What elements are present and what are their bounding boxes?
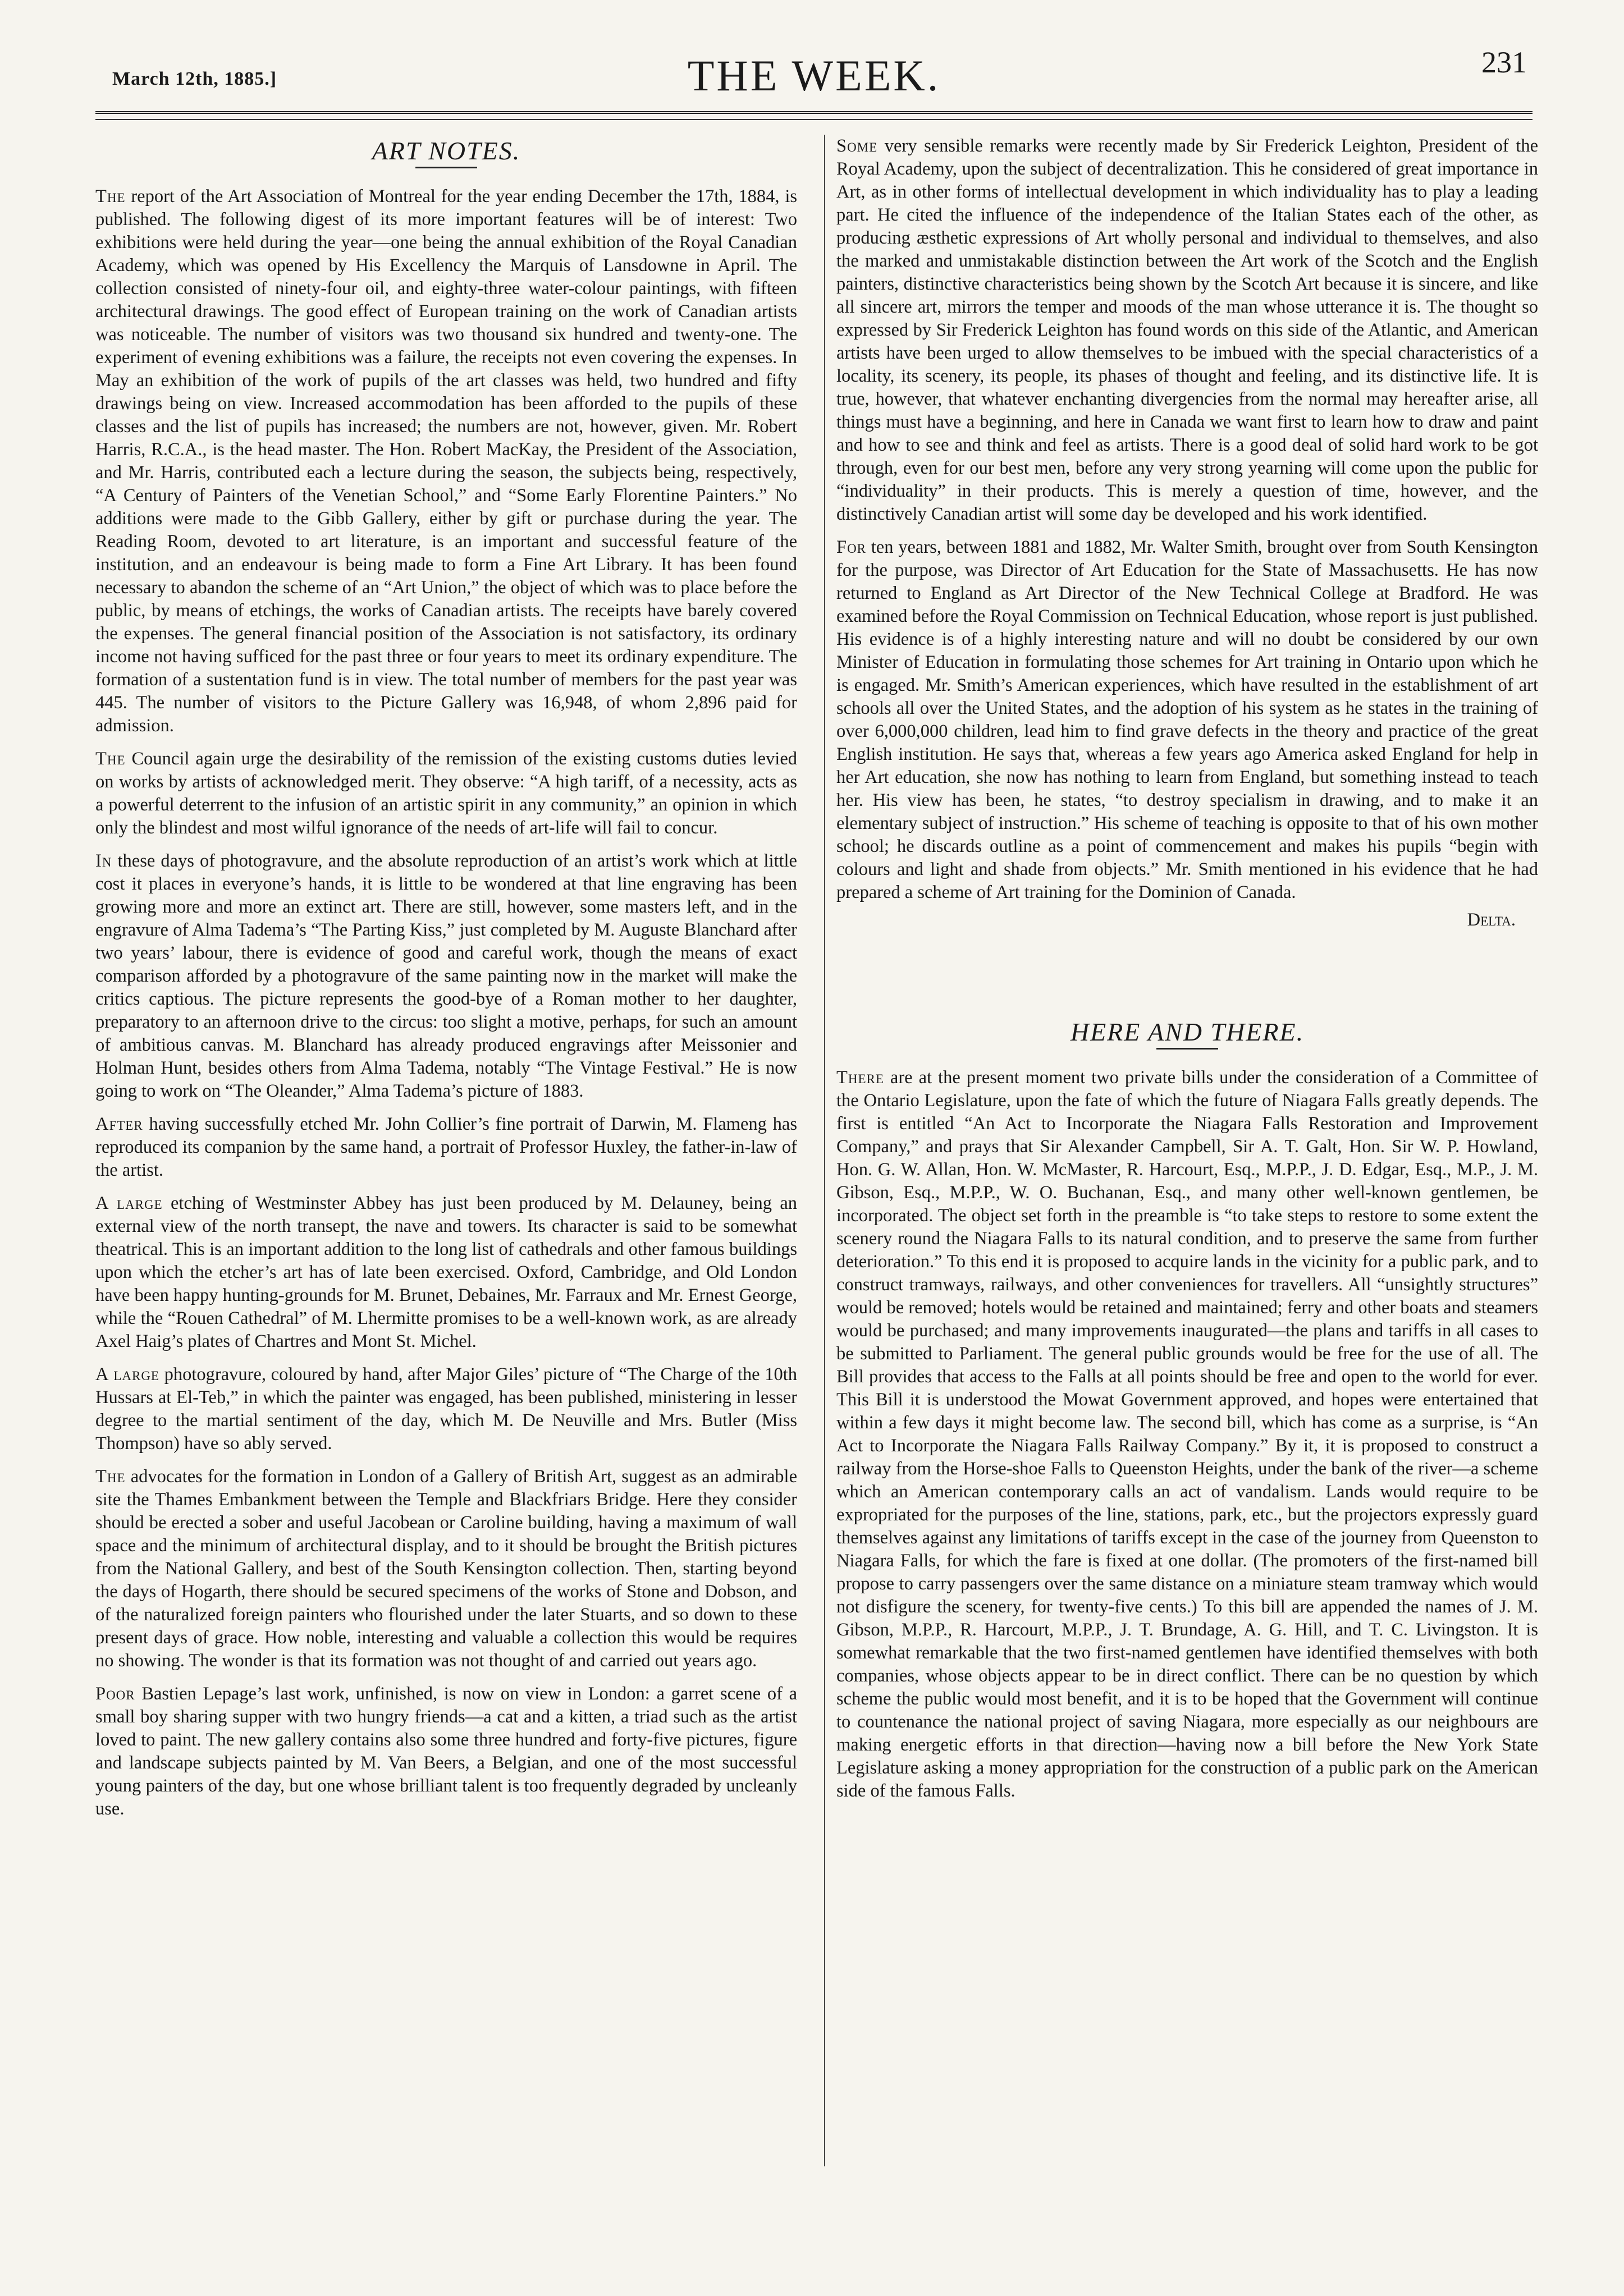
- art-notes-paragraph: [95, 748, 797, 840]
- art-notes-paragraph: [95, 1363, 797, 1455]
- art-notes-paragraph: [836, 135, 1538, 526]
- art-notes-title-rule: [415, 167, 477, 168]
- paragraph-text: ten years, between 1881 and 1882, Mr. Walter Smith, brought over from South Kensington for the purpose, was Director of Art Education for the State of Massachusetts. He has now returned to England as Art Director of the New Technical College at Bradford. He was examined before the Royal Commission on Technical Education, whose report is just published. His evidence is of a highly interesting nature and will no doubt be considered by our own Minister of Education in formulating those schemes for Art training in Ontario upon which he is engaged. Mr. Smith’s American experiences, which have resulted in the establishment of art schools all over the United States, and the adoption of his system as he states in the training of over 6,000,000 children, lead him to find grave defects in the theory and practice of the great English institution. He says that, whereas a few years ago America asked England for help in her Art education, she now has nothing to learn from England, but something instead to teach her. His view has been, he states, “to destroy specialism in drawing, and to make it an elementary subject of instruction.” His scheme of teaching is opposite to that of his own mother school; he discards outline as a point of commencement and makes his pupils “begin with colours and light and shade from objects.” Mr. Smith mentioned in his evidence that he had prepared a scheme of Art training for the Dominion of Canada.: [836, 537, 1538, 902]
- paragraph-lead-word: The: [95, 186, 126, 207]
- left-column: [95, 135, 797, 1831]
- publication-title: THE WEEK.: [687, 51, 941, 100]
- paragraph-text: are at the present moment two private bills under the consideration of a Committee of the Ontario Legislature, upon the fate of which the future of Niagara Falls greatly depends. The first is entitled “An Act to Incorporate the Niagara Falls Restoration and Improvement Company,” and prays that Sir Alexander Campbell, Sir A. T. Galt, Hon. Sir W. P. Howland, Hon. G. W. Allan, Hon. W. McMaster, R. Harcourt, Esq., M.P.P., J. D. Edgar, Esq., M.P., J. M. Gibson, Esq., M.P.P., W. O. Buchanan, Esq., and many other well-known gentlemen, be incorporated. The object set forth in the preamble is “to take steps to restore to some extent the scenery round the Niagara Falls to its natural condition, and to preserve the same from further deterioration.” To this end it is proposed to acquire lands in the vicinity for a public park, and to construct tramways, railways, and other conveniences for travellers. All “unsightly structures” would be removed; hotels would be retained and maintained; ferry and other boats and steamers would be purchased; and many improvements inaugurated—the plans and tariffs in all cases to be submitted to Parliament. The general public grounds would be free for the use of all. The Bill provides that access to the Falls at all points should be free and open to the world for ever. This Bill it is understood the Mowat Government approved, and hopes were entertained that within a few days it might become law. The second bill, which has come as a surprise, is “An Act to Incorporate the Niagara Falls Railway Company.” By it, it is proposed to construct a railway from the Horse-shoe Falls to Queenston Heights, under the bank of the river—a scheme which an American contemporary calls an act of vandalism. Lands would require to be expropriated for the purposes of the line, stations, park, etc., but the projectors expressly guard themselves against any limitations of tariffs except in the case of the journey from Queenston to Niagara Falls, for which the fare is fixed at one dollar. (The promoters of the first-named bill propose to carry passengers over the same distance on a miniature steam tramway which would not disfigure the scenery, for twenty-five cents.) To this bill are appended the names of J. M. Gibson, M.P.P., R. Harcourt, M.P.P., J. T. Brundage, A. G. Hill, and T. C. Livingston. It is somewhat remarkable that the two first-named gentlemen have identified themselves with both companies, whose objects appear to be in direct conflict. There can be no question by which scheme the public would most benefit, and it is to be hoped that the Government will continue to countenance the national project of saving Niagara, more especially as our neighbours are making energetic efforts in that direction—having now a bill before the New York State Legislature asking a money appropriation for the construction of a public park on the American side of the famous Falls.: [836, 1067, 1538, 1801]
- paragraph-lead-word: A large: [95, 1364, 159, 1385]
- paragraph-text: Bastien Lepage’s last work, unfinished, is now on view in London: a garret scene of a small boy sharing supper with two hungry friends—a cat and a kitten, a triad such as the artist loved to paint. The new gallery contains also some three hundred and forty-five pictures, figure and landscape subjects painted by M. Van Beers, a Belgian, and one of the most successful young painters of the day, but one whose brilliant talent is too frequently degraded by uncleanly use.: [95, 1684, 797, 1819]
- paragraph-lead-word: Poor: [95, 1684, 135, 1704]
- here-and-there-paragraph: [836, 1066, 1538, 1803]
- masthead-rule-secondary: [95, 119, 1532, 120]
- paragraph-text: very sensible remarks were recently made by Sir Frederick Leighton, President of the Royal Academy, upon the subject of decentralization. This he considered of great importance in Art, as in other forms of intellectual development in which individuality has to play a leading part. He cited the influence of the independence of the Italian States each of the other, as producing æsthetic expressions of Art wholly personal and individual to themselves, and also the marked and unmistakable distinction between the Art work of the Scotch and the English painters, distinctive characteristics being shown by the Scotch Art because it is sincere, and like all sincere art, mirrors the temper and moods of the man whose utterance it is. The thought so expressed by Sir Frederick Leighton has found words on this side of the Atlantic, and American artists have been urged to allow themselves to be imbued with the special characteristics of a locality, its scenery, its people, its phases of thought and feeling, and its distinctive life. It is true, however, that whatever enchanting divergencies from the normal may hereafter arise, all things must have a beginning, and here in Canada we want first to learn how to draw and paint and how to see and think and feel as artists. There is a good deal of solid hard work to be got through, even for our best men, before any very strong yearning will come upon the public for “individuality” in their products. This is merely a question of time, however, and the distinctively Canadian artist will some day be developed and his work identified.: [836, 136, 1538, 524]
- art-notes-paragraph: [95, 1465, 797, 1672]
- art-notes-paragraph: [95, 1683, 797, 1821]
- author-signature: Delta.: [1467, 910, 1516, 930]
- paragraph-lead-word: In: [95, 851, 112, 871]
- art-notes-paragraph: [95, 1113, 797, 1182]
- paragraph-lead-word: A large: [95, 1193, 163, 1213]
- art-notes-paragraph: [95, 1192, 797, 1353]
- right-column: [836, 135, 1538, 1813]
- paragraph-text: advocates for the formation in London of a Gallery of British Art, suggest as an admirable site the Thames Embankment between the Temple and Blackfriars Bridge. Here they consider should be erected a sober and useful Jacobean or Caroline building, having a maximum of wall space and the minimum of architectural display, and to it should be brought the British pictures from the National Gallery, and best of the South Kensington collection. Then, starting beyond the days of Hogarth, there should be secured specimens of the works of Stone and Dobson, and of the naturalized foreign painters who flourished under the later Stuarts, and so down to these present days of grace. How noble, interesting and valuable a collection this would be requires no showing. The wonder is that its formation was not thought of and carried out years ago.: [95, 1466, 797, 1671]
- paragraph-text: etching of Westminster Abbey has just been produced by M. Delauney, being an external view of the north transept, the nave and towers. Its character is said to be somewhat theatrical. This is an important addition to the long list of cathedrals and other famous buildings upon which the etcher’s art has of late been exercised. Oxford, Cambridge, and Old London have been happy hunting-grounds for M. Brunet, Debaines, Mr. Farraux and Mr. Ernest George, while the “Rouen Cathedral” of M. Lhermitte promises to be a well-known work, as are already Axel Haig’s plates of Chartres and Mont St. Michel.: [95, 1193, 798, 1351]
- here-and-there-title: HERE AND THERE.: [1070, 1018, 1305, 1046]
- paragraph-lead-word: After: [95, 1114, 143, 1134]
- paragraph-lead-word: There: [836, 1067, 884, 1088]
- art-notes-paragraph: [836, 536, 1538, 904]
- masthead-rule: [95, 111, 1532, 114]
- issue-date: March 12th, 1885.]: [112, 68, 277, 89]
- paragraph-text: Council again urge the desirability of the remission of the existing customs duties levied on works by artists of acknowledged merit. They observe: “A high tariff, of a necessity, acts as a powerful deterrent to the infusion of an artistic spirit in any community,” an opinion in which only the blindest and most wilful ignorance of the needs of art-life will fail to concur.: [95, 749, 797, 838]
- paragraph-text: report of the Art Association of Montreal for the year ending December the 17th, 1884, is published. The following digest of its more important features will be of interest: Two exhibitions were held during the year—one being the annual exhibition of the Royal Canadian Academy, which was opened by His Excellency the Marquis of Lansdowne in April. The collection consisted of ninety-four oil, and eighty-three water-colour paintings, with fifteen architectural drawings. The good effect of European training on the work of Canadian artists was noticeable. The number of visitors was two thousand six hundred and twenty-one. The experiment of evening exhibitions was a failure, the receipts not even covering the expenses. In May an exhibition of the work of pupils of the art classes was held, two hundred and fifty drawings being on view. Increased accommodation has been afforded to the pupils of these classes and the list of pupils has increased; the numbers are not, however, given. Mr. Robert Harris, R.C.A., is the head master. The Hon. Robert MacKay, the President of the Association, and Mr. Harris, contributed each a lecture during the season, the subjects being, respectively, “A Century of Painters of the Venetian School,” and “Some Early Florentine Painters.” No additions were made to the Gibb Gallery, either by gift or purchase during the year. The Reading Room, devoted to art literature, is an important and successful feature of the institution, and an endeavour is being made to form a Fine Art Library. It has been found necessary to abandon the scheme of an “Art Union,” the object of which was to place before the public, by means of etchings, the works of Canadian artists. The receipts have barely covered the expenses. The general financial position of the Association is not satisfactory, its ordinary income not having sufficed for the past three or four years to meet its ordinary expenditure. The formation of a sustentation fund is in view. The total number of members for the past year was 445. The number of visitors to the Picture Gallery was 16,948, of whom 2,896 paid for admission.: [95, 186, 797, 736]
- art-notes-paragraph: [95, 850, 797, 1103]
- section-spacer: [836, 932, 1538, 1016]
- paragraph-lead-word: The: [95, 749, 126, 769]
- here-and-there-title-rule: [1156, 1048, 1218, 1050]
- column-divider: [824, 135, 825, 2166]
- paragraph-lead-word: For: [836, 537, 867, 557]
- page-number: 231: [1481, 45, 1527, 79]
- paragraph-lead-word: Some: [836, 136, 878, 156]
- art-notes-title: ART NOTES.: [372, 136, 521, 165]
- paragraph-text: these days of photogravure, and the absolute reproduction of an artist’s work which at little cost it places in everyone’s hands, it is little to be wondered at that line engraving has been growing more and more an extinct art. There are still, however, some masters left, and in the engravure of Alma Tadema’s “The Parting Kiss,” just completed by M. Auguste Blanchard after two years’ labour, there is evidence of good and careful work, though the means of exact comparison afforded by a photogravure of the same painting now in the market will make the critics captious. The picture represents the good-bye of a Roman mother to her daughter, preparatory to an afternoon drive to the circus: too slight a motive, perhaps, for such an amount of ambitious canvas. M. Blanchard has already produced engravings after Meissonier and Holman Hunt, besides others from Alma Tadema, notably “The Vintage Festival.” He is now going to work on “The Oleander,” Alma Tadema’s picture of 1883.: [95, 851, 797, 1101]
- paragraph-text: photogravure, coloured by hand, after Major Giles’ picture of “The Charge of the 10th Hussars at El-Teb,” in which the painter was engaged, has been published, ministering in lesser degree to the martial sentiment of the day, which M. De Neuville and Mrs. Butler (Miss Thompson) have so ably served.: [95, 1364, 797, 1454]
- paragraph-lead-word: The: [95, 1466, 126, 1487]
- paragraph-text: having successfully etched Mr. John Collier’s fine portrait of Darwin, M. Flameng has reproduced its companion by the same hand, a portrait of Professor Huxley, the father-in-law of the artist.: [95, 1114, 797, 1180]
- art-notes-paragraph: [95, 185, 797, 737]
- masthead: [95, 45, 1532, 123]
